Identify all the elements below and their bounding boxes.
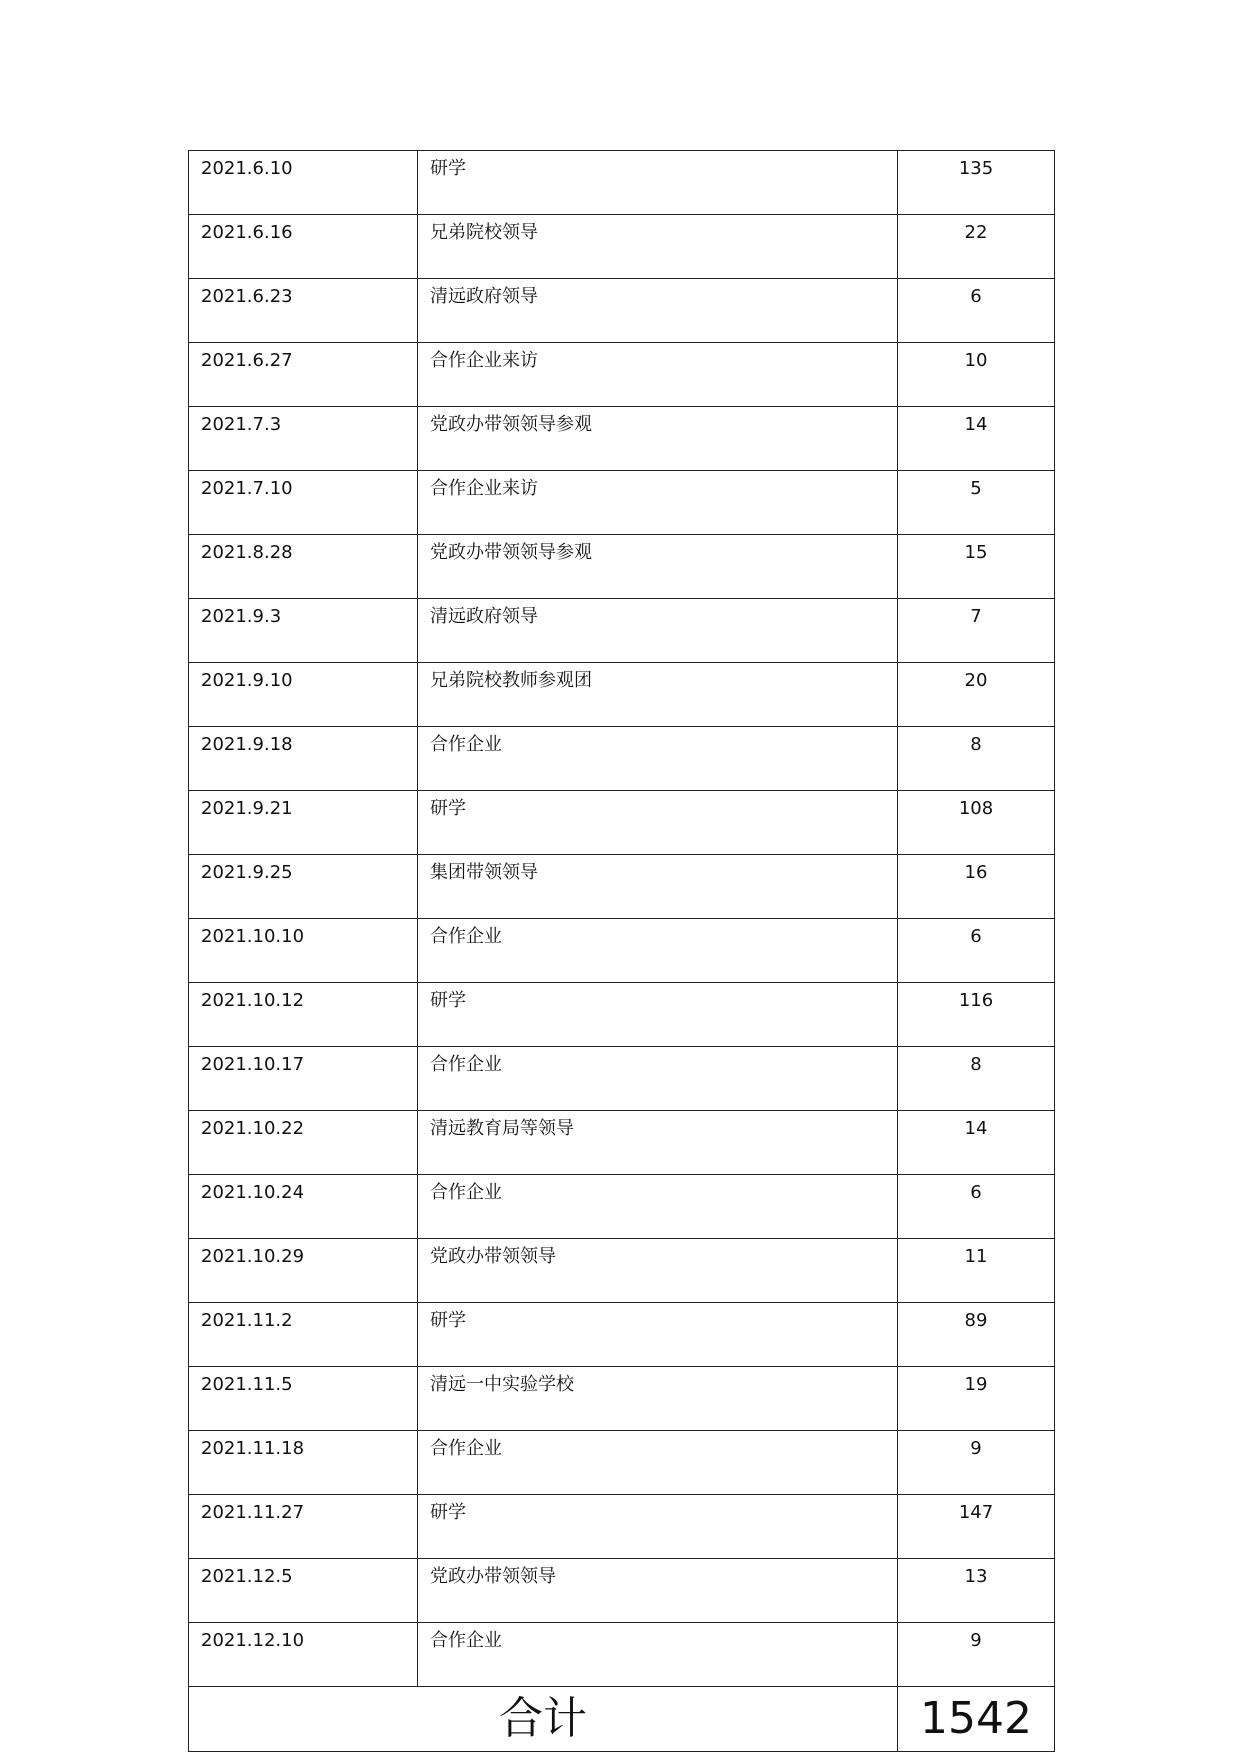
date-cell: 2021.7.10 (189, 471, 418, 535)
table-row (189, 1303, 1055, 1367)
date-cell: 2021.10.29 (189, 1239, 418, 1303)
date-cell: 2021.10.24 (189, 1175, 418, 1239)
count-cell: 15 (898, 535, 1055, 599)
date-cell: 2021.6.10 (189, 151, 418, 215)
count-cell: 8 (898, 727, 1055, 791)
table-row (189, 919, 1055, 983)
total-label: 合计 (189, 1687, 898, 1752)
count-cell: 9 (898, 1623, 1055, 1687)
table-body (189, 151, 1055, 1752)
count-cell: 108 (898, 791, 1055, 855)
date-cell: 2021.12.10 (189, 1623, 418, 1687)
table-row (189, 1047, 1055, 1111)
table-row (189, 1431, 1055, 1495)
table-row (189, 1367, 1055, 1431)
date-cell: 2021.9.3 (189, 599, 418, 663)
date-cell: 2021.9.18 (189, 727, 418, 791)
count-cell: 20 (898, 663, 1055, 727)
description-cell: 党政办带领领导 (418, 1239, 898, 1303)
count-cell: 6 (898, 1175, 1055, 1239)
date-cell: 2021.6.23 (189, 279, 418, 343)
count-cell: 6 (898, 279, 1055, 343)
table-row (189, 1623, 1055, 1687)
description-cell: 研学 (418, 983, 898, 1047)
date-cell: 2021.11.27 (189, 1495, 418, 1559)
description-cell: 研学 (418, 151, 898, 215)
description-cell: 研学 (418, 1495, 898, 1559)
description-cell: 合作企业来访 (418, 343, 898, 407)
date-cell: 2021.11.18 (189, 1431, 418, 1495)
description-cell: 研学 (418, 791, 898, 855)
description-cell: 合作企业 (418, 1431, 898, 1495)
total-value: 1542 (898, 1687, 1055, 1752)
description-cell: 清远一中实验学校 (418, 1367, 898, 1431)
description-cell: 合作企业 (418, 1175, 898, 1239)
table-row (189, 727, 1055, 791)
description-cell: 合作企业 (418, 727, 898, 791)
table-row (189, 1239, 1055, 1303)
table-row (189, 279, 1055, 343)
count-cell: 8 (898, 1047, 1055, 1111)
total-row (189, 1687, 1055, 1752)
description-cell: 党政办带领领导参观 (418, 407, 898, 471)
date-cell: 2021.10.17 (189, 1047, 418, 1111)
date-cell: 2021.6.16 (189, 215, 418, 279)
description-cell: 兄弟院校领导 (418, 215, 898, 279)
table-row (189, 599, 1055, 663)
date-cell: 2021.10.10 (189, 919, 418, 983)
description-cell: 兄弟院校教师参观团 (418, 663, 898, 727)
table-row (189, 855, 1055, 919)
table-row (189, 535, 1055, 599)
count-cell: 14 (898, 407, 1055, 471)
count-cell: 19 (898, 1367, 1055, 1431)
description-cell: 集团带领领导 (418, 855, 898, 919)
table-row (189, 663, 1055, 727)
description-cell: 合作企业 (418, 1047, 898, 1111)
table-row (189, 791, 1055, 855)
description-cell: 合作企业来访 (418, 471, 898, 535)
description-cell: 党政办带领领导参观 (418, 535, 898, 599)
date-cell: 2021.9.25 (189, 855, 418, 919)
date-cell: 2021.8.28 (189, 535, 418, 599)
table-row (189, 151, 1055, 215)
count-cell: 22 (898, 215, 1055, 279)
date-cell: 2021.7.3 (189, 407, 418, 471)
table-row (189, 215, 1055, 279)
table-row (189, 1495, 1055, 1559)
table-row (189, 1175, 1055, 1239)
count-cell: 10 (898, 343, 1055, 407)
table-row (189, 983, 1055, 1047)
description-cell: 清远教育局等领导 (418, 1111, 898, 1175)
count-cell: 5 (898, 471, 1055, 535)
description-cell: 党政办带领领导 (418, 1559, 898, 1623)
table-row (189, 343, 1055, 407)
description-cell: 合作企业 (418, 1623, 898, 1687)
description-cell: 研学 (418, 1303, 898, 1367)
count-cell: 14 (898, 1111, 1055, 1175)
table-row (189, 471, 1055, 535)
visit-records-table (188, 150, 1055, 1752)
table-row (189, 1111, 1055, 1175)
date-cell: 2021.10.22 (189, 1111, 418, 1175)
count-cell: 6 (898, 919, 1055, 983)
count-cell: 147 (898, 1495, 1055, 1559)
date-cell: 2021.11.5 (189, 1367, 418, 1431)
description-cell: 清远政府领导 (418, 599, 898, 663)
date-cell: 2021.11.2 (189, 1303, 418, 1367)
count-cell: 16 (898, 855, 1055, 919)
count-cell: 11 (898, 1239, 1055, 1303)
date-cell: 2021.6.27 (189, 343, 418, 407)
date-cell: 2021.12.5 (189, 1559, 418, 1623)
table-row (189, 1559, 1055, 1623)
count-cell: 135 (898, 151, 1055, 215)
table-row (189, 407, 1055, 471)
count-cell: 89 (898, 1303, 1055, 1367)
date-cell: 2021.10.12 (189, 983, 418, 1047)
description-cell: 清远政府领导 (418, 279, 898, 343)
date-cell: 2021.9.21 (189, 791, 418, 855)
count-cell: 13 (898, 1559, 1055, 1623)
count-cell: 9 (898, 1431, 1055, 1495)
date-cell: 2021.9.10 (189, 663, 418, 727)
description-cell: 合作企业 (418, 919, 898, 983)
count-cell: 7 (898, 599, 1055, 663)
count-cell: 116 (898, 983, 1055, 1047)
